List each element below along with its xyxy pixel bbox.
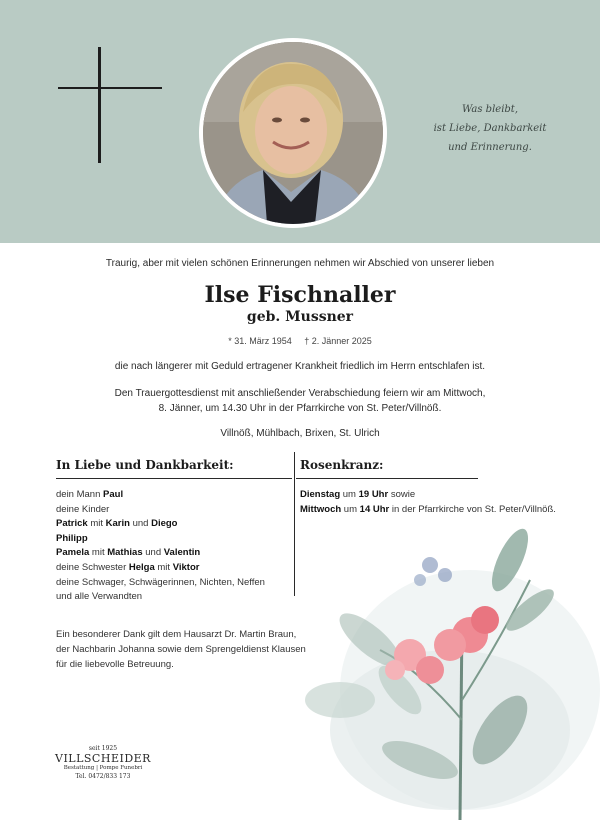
cross-icon [98,47,101,163]
quote-line: und Erinnerung. [448,142,532,153]
list-item: und alle Verwandten [56,591,143,603]
service-line: 8. Jänner, um 14.30 Uhr in der Pfarrkirche von St. Peter/Villnöß. [158,403,442,414]
list-item: deine Kinder [56,503,110,515]
family-list [56,488,265,605]
portrait-photo [199,38,387,228]
intro-text: Traurig, aber mit vielen schönen Erinnerungen nehmen wir Abschied von unserer lieben [105,258,495,269]
family-heading: In Liebe und Dankbarkeit: [56,458,234,472]
thanks-line: für die liebevolle Betreuung. [56,659,174,670]
divider [296,478,478,479]
flower-illustration [300,520,600,820]
service-text [0,386,600,416]
list-item: deine Schwager, Schwägerinnen, Nichten, Neffen [56,576,265,588]
list-item: Philipp [56,532,88,544]
thanks-line: Ein besonderer Dank gilt dem Hausarzt Dr. Martin Braun, [56,629,297,640]
memorial-quote [420,100,560,157]
life-dates [0,336,600,346]
birth-date: * 31. März 1954 [228,336,292,346]
rosary-info [300,488,556,517]
deceased-name: Ilse Fischnaller [204,282,396,308]
places-line: Villnöß, Mühlbach, Brixen, St. Ulrich [220,428,380,439]
logo-phone: Tel. 0472/833 173 [75,773,131,780]
thanks-text [56,627,306,672]
quote-line: Was bleibt, [462,104,518,115]
undertaker-logo [55,745,151,780]
service-line: Den Trauergottesdienst mit anschließender Verabschiedung feiern wir am Mittwoch, [114,388,486,399]
divider [56,478,292,479]
list-item: Pamela mit Mathias und Valentin [56,547,201,559]
thanks-line: der Nachbarin Johanna sowie dem Sprengeldienst Klausen [56,644,306,655]
header-banner [0,0,600,243]
quote-line: ist Liebe, Dankbarkeit [433,123,547,134]
rosary-heading: Rosenkranz: [300,458,384,472]
list-item: deine Schwester Helga mit Viktor [56,561,200,573]
death-text: die nach längerer mit Geduld ertragener Krankheit friedlich im Herrn entschlafen ist. [114,361,486,372]
list-item: Dienstag um 19 Uhr sowie [300,489,416,500]
column-divider [294,452,295,596]
logo-since: seit 1925 [88,745,118,752]
cross-icon-bar [58,87,162,89]
logo-subtitle: Bestattung | Pompe Funebri [63,765,143,771]
list-item: Mittwoch um 14 Uhr in der Pfarrkirche von St. Peter/Villnöß. [300,503,556,515]
list-item: Patrick mit Karin und Diego [56,518,178,530]
maiden-name: geb. Mussner [246,309,354,325]
logo-brand: VILLSCHEIDER [55,752,151,765]
list-item: dein Mann Paul [56,489,124,500]
death-date: † 2. Jänner 2025 [304,336,372,346]
